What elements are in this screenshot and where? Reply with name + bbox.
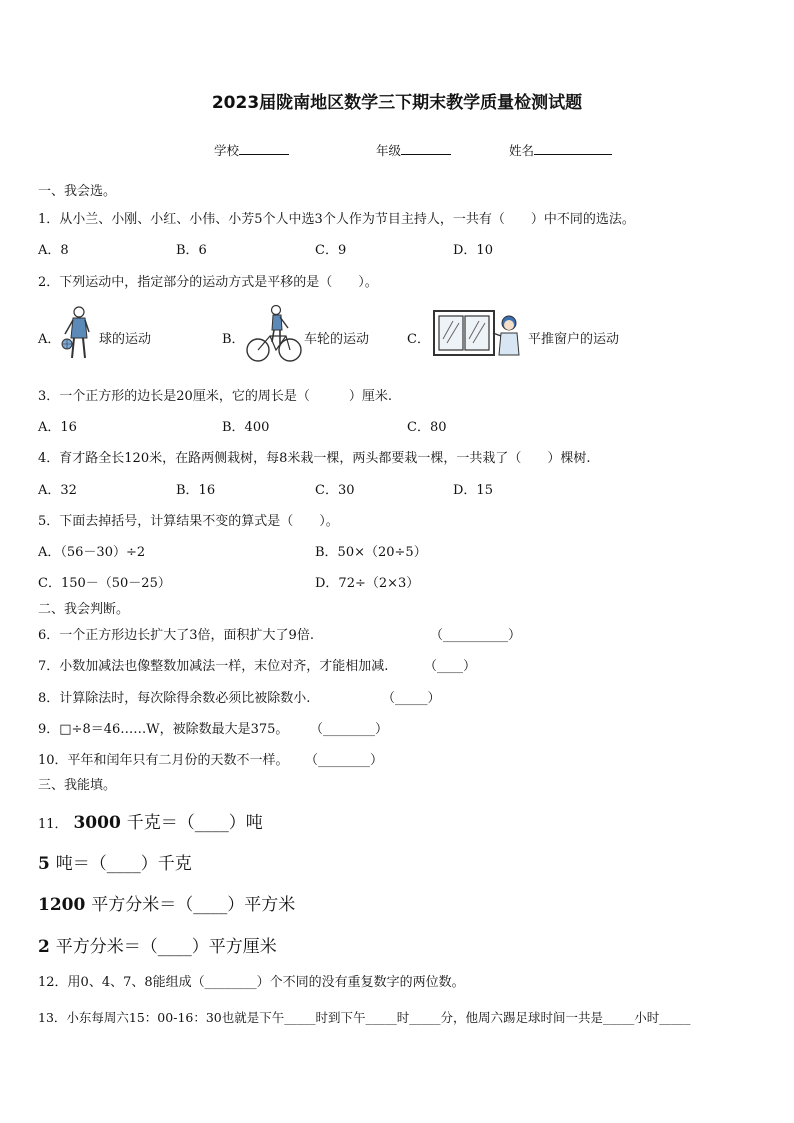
q6-text: 6．一个正方形边长扩大了3倍，面积扩大了9倍.: [38, 628, 314, 643]
bicycle-rider-image: [246, 302, 302, 364]
q4-option-b: B．16: [176, 483, 216, 498]
q2-option-a-prefix: A．: [38, 332, 61, 347]
section1-heading: 一、我会选。: [38, 184, 117, 199]
q4-option-c: C．30: [315, 483, 355, 498]
q10-text: 10．平年和闰年只有二月份的天数不一样。: [38, 753, 289, 768]
q3-option-b: B．400: [222, 420, 270, 435]
q4-option-a: A．32: [38, 483, 77, 498]
q10-answer[interactable]: （________）: [305, 753, 384, 768]
q8-text: 8．计算除法时，每次除得余数必须比被除数小.: [38, 691, 311, 706]
name-field: [509, 141, 612, 159]
q11-line-b: [38, 849, 192, 874]
name-blank[interactable]: [534, 141, 612, 155]
q5-text: 5．下面去掉括号，计算结果不变的算式是（ ）。: [38, 514, 339, 529]
q8-answer[interactable]: （_____）: [382, 691, 441, 706]
q2-option-a-text: 球的运动: [99, 332, 152, 347]
q11d-rest: 平方分米＝（____）平方厘米: [55, 937, 277, 957]
grade-blank[interactable]: [401, 141, 451, 155]
q2-option-b-prefix: B．: [222, 332, 245, 347]
q6-answer[interactable]: （__________）: [430, 628, 522, 643]
q2-option-b-text: 车轮的运动: [304, 332, 370, 347]
q7-text: 7．小数加减法也像整数加减法一样，末位对齐，才能相加减.: [38, 659, 389, 674]
q1-text: 1．从小兰、小刚、小红、小伟、小芳5个人中选3个人作为节目主持人，一共有（ ）中不同的选法。: [38, 212, 635, 227]
q2-option-c-prefix: C．: [407, 332, 430, 347]
q5-option-b: B．50×（20÷5）: [315, 545, 427, 560]
grade-label: 年级: [376, 143, 402, 158]
q1-option-a: A．8: [38, 243, 69, 258]
q11-number: 11．: [38, 817, 68, 832]
q11d-value: 2: [38, 937, 50, 957]
q7-answer[interactable]: （____）: [424, 659, 477, 674]
q11-line-c: [38, 890, 295, 915]
q2-text: 2．下列运动中，指定部分的运动方式是平移的是（ ）。: [38, 275, 378, 290]
q2-option-c-text: 平推窗户的运动: [528, 332, 620, 347]
q1-option-b: B．6: [176, 243, 207, 258]
q9-answer[interactable]: （________）: [310, 722, 389, 737]
page-title: 2023届陇南地区数学三下期末教学质量检测试题: [211, 93, 583, 113]
section2-heading: 二、我会判断。: [38, 602, 130, 617]
q5-option-d: D．72÷（2×3）: [315, 576, 420, 591]
school-blank[interactable]: [239, 141, 289, 155]
q11b-rest: 吨＝（____）千克: [55, 854, 192, 874]
q1-option-c: C．9: [315, 243, 347, 258]
q11a-value: 3000: [73, 813, 121, 833]
q3-option-c: C．80: [407, 420, 447, 435]
q12-text: 12．用0、4、7、8能组成（________）个不同的没有重复数字的两位数。: [38, 975, 465, 990]
q13-text: 13．小东每周六15：00-16：30也就是下午_____时到下午_____时_____分，他周六踢足球时间一共是_____小时_____: [38, 1010, 691, 1025]
q3-option-a: A．16: [38, 420, 77, 435]
basketball-boy-image: [57, 304, 99, 362]
q5-option-c: C．150－（50－25）: [38, 576, 171, 591]
q1-option-d: D．10: [453, 243, 493, 258]
q4-option-d: D．15: [453, 483, 493, 498]
q5-option-a: A．（56－30）÷2: [38, 545, 146, 560]
q11-line-a: [38, 808, 263, 833]
school-label: 学校: [214, 143, 240, 158]
school-field: [214, 141, 289, 159]
q11c-rest: 平方分米＝（____）平方米: [91, 895, 296, 915]
q3-text: 3．一个正方形的边长是20厘米，它的周长是（ ）厘米.: [38, 389, 392, 404]
q4-text: 4．育才路全长120米，在路两侧栽树，每8米栽一棵，两头都要栽一棵，一共栽了（ ）棵树.: [38, 451, 591, 466]
grade-field: [376, 141, 451, 159]
section3-heading: 三、我能填。: [38, 778, 117, 793]
q11c-value: 1200: [38, 895, 86, 915]
name-label: 姓名: [509, 143, 535, 158]
q11a-rest: 千克＝（____）吨: [126, 813, 263, 833]
sliding-window-image: [433, 309, 527, 359]
q9-text: 9．□÷8＝46……W，被除数最大是375。: [38, 722, 289, 737]
q11-line-d: [38, 932, 277, 957]
q11b-value: 5: [38, 854, 50, 874]
